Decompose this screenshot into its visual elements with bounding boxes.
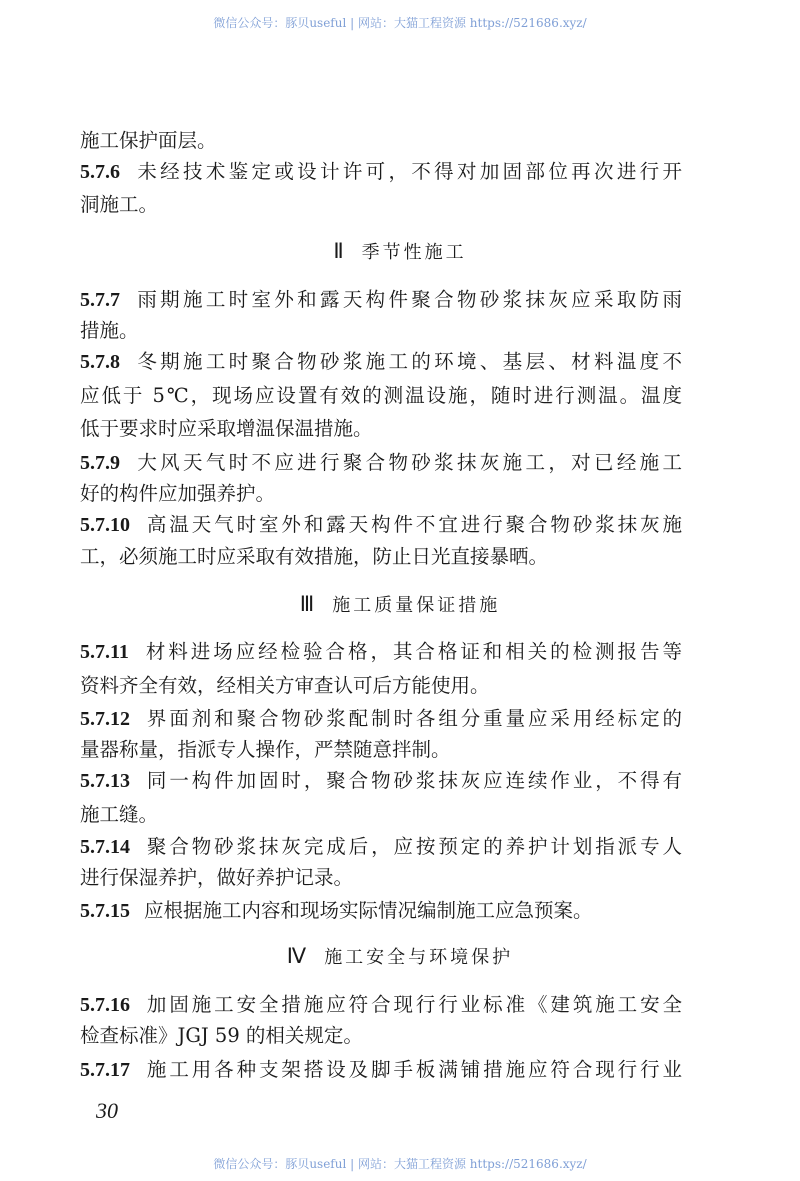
line-text: 未经技术鉴定或设计许可，不得对加固部位再次进行开: [134, 160, 682, 183]
text-line: [80, 736, 682, 764]
section-heading-3: Ⅲ 施工质量保证措施: [299, 592, 501, 616]
clause-number: 5.7.7: [80, 289, 120, 311]
clause-line: [80, 897, 682, 925]
line-text: 洞施工。: [80, 193, 159, 216]
line-text: 施工用各种支架搭设及脚手板满铺措施应符合现行行业: [144, 1058, 682, 1081]
line-text: 聚合物砂浆抹灰完成后，应按预定的养护计划指派专人: [144, 835, 682, 858]
clause-line: [80, 158, 682, 186]
clause-number: 5.7.15: [80, 900, 130, 922]
line-text: 好的构件应加强养护。: [80, 482, 276, 505]
clause-line: [80, 449, 682, 477]
line-text: 工，必须施工时应采取有效措施，防止日光直接暴晒。: [80, 545, 549, 568]
clause-line: [80, 638, 682, 666]
line-text: 同一构件加固时，聚合物砂浆抹灰应连续作业，不得有: [144, 769, 682, 792]
watermark-bottom: 微信公众号：豚贝useful | 网站：大猫工程资源 https://521686.xyz/: [213, 1157, 587, 1171]
page-number: 30: [96, 1098, 118, 1123]
line-text: 施工缝。: [80, 803, 159, 826]
text-line: [80, 672, 682, 700]
clause-number: 5.7.9: [80, 452, 120, 474]
text-line: [80, 127, 682, 155]
text-line: [80, 382, 682, 410]
clause-number: 5.7.11: [80, 641, 129, 663]
text-line: [80, 317, 682, 345]
section-heading-2: Ⅱ 季节性施工: [333, 239, 467, 263]
clause-number: 5.7.6: [80, 161, 120, 183]
line-text: 冬期施工时聚合物砂浆施工的环境、基层、材料温度不: [134, 350, 682, 373]
line-text: 低于要求时应采取增温保温措施。: [80, 417, 373, 440]
clause-number: 5.7.10: [80, 514, 130, 536]
line-text: 大风天气时不应进行聚合物砂浆抹灰施工，对已经施工: [134, 451, 682, 474]
line-text: 检查标准》JGJ 59 的相关规定。: [80, 1024, 363, 1047]
text-line: [80, 480, 682, 508]
line-text: 高温天气时室外和露天构件不宜进行聚合物砂浆抹灰施: [144, 513, 682, 536]
clause-number: 5.7.8: [80, 351, 120, 373]
line-text: 施工保护面层。: [80, 129, 217, 152]
line-text: 资料齐全有效，经相关方审查认可后方能使用。: [80, 674, 490, 697]
clause-number: 5.7.16: [80, 994, 130, 1016]
clause-number: 5.7.14: [80, 836, 130, 858]
line-text: 应根据施工内容和现场实际情况编制施工应急预案。: [144, 899, 593, 922]
clause-line: [80, 511, 682, 539]
text-line: [80, 191, 682, 219]
clause-line: [80, 767, 682, 795]
text-line: [80, 864, 682, 892]
text-line: [80, 1022, 682, 1050]
line-text: 雨期施工时室外和露天构件聚合物砂浆抹灰应采取防雨: [134, 288, 682, 311]
clause-number: 5.7.17: [80, 1059, 130, 1081]
text-line: [80, 801, 682, 829]
clause-line: [80, 833, 682, 861]
line-text: 措施。: [80, 319, 139, 342]
clause-number: 5.7.12: [80, 708, 130, 730]
line-text: 量器称量，指派专人操作，严禁随意拌制。: [80, 738, 451, 761]
clause-line: [80, 348, 682, 376]
line-text: 应低于 5℃，现场应设置有效的测温设施，随时进行测温。温度: [80, 384, 682, 407]
section-heading-4: Ⅳ 施工安全与环境保护: [286, 944, 514, 968]
clause-line: [80, 1056, 682, 1084]
text-line: [80, 543, 682, 571]
line-text: 材料进场应经检验合格，其合格证和相关的检测报告等: [142, 640, 682, 663]
clause-line: [80, 991, 682, 1019]
line-text: 进行保湿养护，做好养护记录。: [80, 866, 354, 889]
clause-line: [80, 705, 682, 733]
line-text: 加固施工安全措施应符合现行行业标准《建筑施工安全: [144, 993, 682, 1016]
watermark-top: 微信公众号：豚贝useful | 网站：大猫工程资源 https://521686.xyz/: [213, 16, 587, 30]
clause-line: [80, 286, 682, 314]
clause-number: 5.7.13: [80, 770, 130, 792]
line-text: 界面剂和聚合物砂浆配制时各组分重量应采用经标定的: [144, 707, 682, 730]
text-line: [80, 415, 682, 443]
